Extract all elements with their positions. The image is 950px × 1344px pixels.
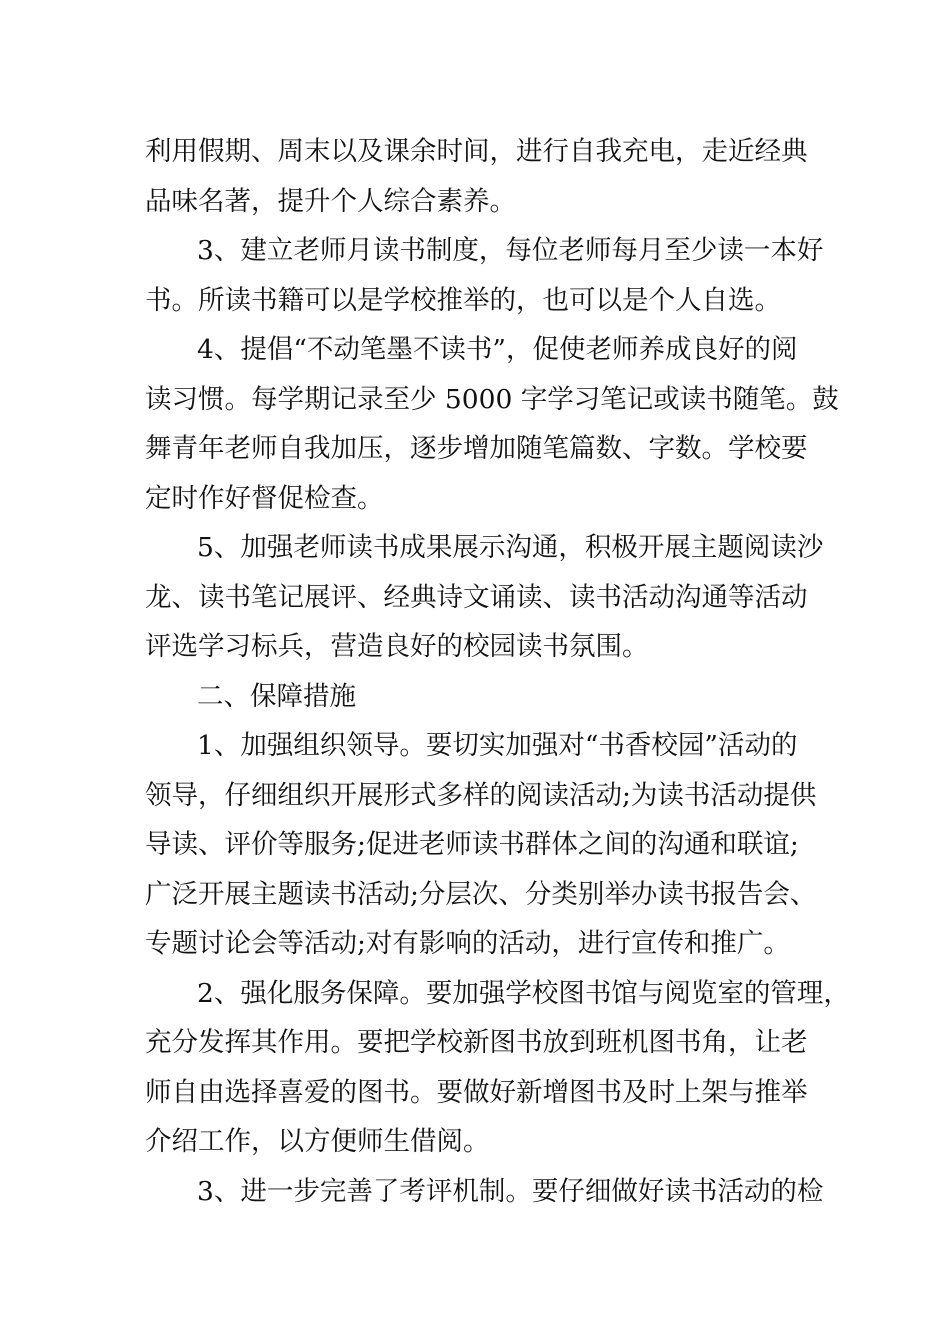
paragraph-start-line: 3、进一步完善了考评机制。要仔细做好读书活动的检 [197, 1175, 824, 1207]
text-line: 读习惯。每学期记录至少 5000 字学习笔记或读书随笔。鼓 [145, 383, 839, 415]
text-line: 广泛开展主题读书活动;分层次、分类别举办读书报告会、 [145, 878, 817, 910]
paragraph-start-line: 2、强化服务保障。要加强学校图书馆与阅览室的管理， [197, 977, 850, 1009]
text-line: 专题讨论会等活动;对有影响的活动，进行宣传和推广。 [145, 928, 790, 959]
text-line: 导读、评价等服务;促进老师读书群体之间的沟通和联谊; [145, 829, 799, 860]
paragraph-start-line: 5、加强老师读书成果展示沟通，积极开展主题阅读沙 [197, 532, 824, 563]
text-line: 舞青年老师自我加压，逐步增加随笔篇数、字数。学校要 [145, 433, 808, 464]
section-heading: 二、保障措施 [197, 680, 356, 712]
text-line: 定时作好督促检查。 [145, 482, 384, 514]
paragraph-start-line: 4、提倡“不动笔墨不读书”，促使老师养成良好的阅 [197, 334, 798, 365]
paragraph-start-line: 3、建立老师月读书制度，每位老师每月至少读一本好 [197, 235, 824, 266]
text-line: 介绍工作，以方便师生借阅。 [145, 1126, 490, 1157]
text-line: 利用假期、周末以及课余时间，进行自我充电，走近经典 [145, 136, 808, 167]
text-line: 师自由选择喜爱的图书。要做好新增图书及时上架与推举 [145, 1076, 808, 1108]
text-line: 龙、读书笔记展评、经典诗文诵读、读书活动沟通等活动 [145, 581, 808, 613]
text-line: 书。所读书籍可以是学校推举的，也可以是个人自选。 [145, 284, 781, 316]
text-line: 充分发挥其作用。要把学校新图书放到班机图书角，让老 [145, 1027, 808, 1058]
paragraph-start-line: 1、加强组织领导。要切实加强对“书香校园”活动的 [197, 730, 798, 761]
text-line: 评选学习标兵，营造良好的校园读书氛围。 [145, 631, 649, 662]
text-line: 领导，仔细组织开展形式多样的阅读活动;为读书活动提供 [145, 779, 817, 811]
text-line: 品味名著，提升个人综合素养。 [145, 185, 516, 217]
document-body [145, 127, 850, 1216]
